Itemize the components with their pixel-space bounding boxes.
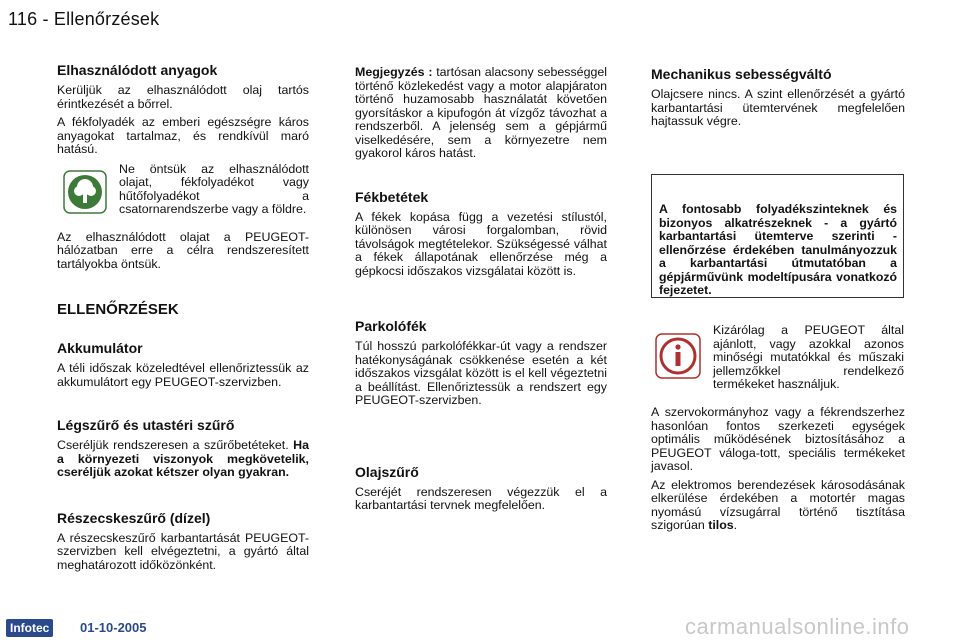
- particle-filter-text: A részecskeszűrő karbantartását PEUGEOT-szervizben kell elvégeztetni, a gyártó által meghatározott időközönként.: [57, 530, 309, 572]
- used-materials-p1: Kerüljük az elhasználódott olaj tartós érintkezését a bőrrel.: [57, 83, 309, 111]
- watermark: carmanualsonline.info: [685, 614, 910, 639]
- infotec-badge: Infotec: [6, 619, 53, 637]
- brake-text: A fékek kopása függ a vezetési stílustól, különösen városi forgalomban, rövid távolságok megtételekor. Szükségessé válhat a fékek állapotának ellenőrzése még a gépkocsi időszakos vizsgálatai között is.: [355, 209, 607, 278]
- steering-text: A szervokormányhoz vagy a fékrendszerhez hasonlóan fontos szerkezeti egységek optimális működésének biztosításához a PEUGEOT váloga-tott, speciális termékeket javasol.: [651, 405, 905, 473]
- used-materials-p3: Ne öntsük az elhasználódott olajat, fékfolyadékot vagy hűtőfolyadékot a csatornarendszerbe vagy a földre.: [119, 161, 309, 216]
- tree-icon: [63, 170, 107, 214]
- info-text: Kizárólag a PEUGEOT által ajánlott, vagy azokkal azonos minőségi mutatókkal és műszaki jellemzőkkel rendelkező termékeket használjuk.: [713, 323, 904, 391]
- oil-filter-text: Cseréjét rendszeresen végezzük el a karbantartási tervnek megfelelően.: [355, 484, 607, 512]
- oil-filter-heading: Olajszűrő: [355, 463, 419, 480]
- filter-text: [57, 439, 309, 480]
- particle-filter-heading: Részecskeszűrő (dízel): [57, 509, 211, 526]
- info-icon: [655, 333, 701, 379]
- page-title: 116 - Ellenőrzések: [8, 9, 160, 29]
- electrical-text-plain: Az elektromos berendezések károsodásának elkerülése érdekében a motortér magas nyomású vízsugárral történő tisztítása szigorúan: [651, 477, 905, 532]
- filter-text-plain: Cseréljük rendszeresen a szűrőbetéteket.: [57, 438, 289, 452]
- note-label: Megjegyzés :: [355, 65, 433, 79]
- brake-heading: Fékbetétek: [355, 188, 429, 205]
- note-body: tartósan alacsony sebességgel történő közlekedést vagy a motor alapjáraton történő huzamosabb használatát követően gyorsításkor a kipufogón át vízgőz távozhat a rendszerből. A jelenség sem a gépjármű viselkedésére, sem a környezetre nem gyakorol káros hatást.: [355, 65, 607, 160]
- gearbox-text: Olajcsere nincs. A szint ellenőrzését a gyártó karbantartási ütemtervének megfelelően hajtassuk végre.: [651, 87, 905, 128]
- column-middle: [355, 66, 607, 518]
- column-right-lower: [651, 406, 905, 538]
- used-materials-p2: A fékfolyadék az emberi egészségre káros anyagokat tartalmaz, és rendkívül maró hatású.: [57, 115, 309, 156]
- filter-heading: Légszűrő és utastéri szűrő: [57, 417, 235, 433]
- column-left: [57, 62, 309, 577]
- parking-brake-text: Túl hosszú parkolófékkar-út vagy a rendszer hatékonyságának csökkenése esetén a két időszakos vizsgálat között is el kell végeztetni a beállítást. Ellenőriztessük a rendszert egy PEUGEOT-szervizben.: [355, 339, 607, 407]
- used-materials-p4: Az elhasználódott olajat a PEUGEOT-hálózatban erre a célra rendszeresített tartályokba öntsük.: [57, 229, 309, 271]
- electrical-text-bold: tilos: [708, 518, 734, 532]
- section-heading: ELLENŐRZÉSEK: [57, 301, 179, 318]
- maintenance-note-box: A fontosabb folyadékszinteknek és bizonyos alkatrészeknek - a gyártó karbantartási ütemterve szerinti - ellenőrzése érdekében tanulmányozzuk a karbantartási útmutatóban a gépjárművünk modeltípusára vonatkozó fejezetet.: [651, 174, 904, 298]
- electrical-text: Az elektromos berendezések károsodásának elkerülése érdekében a motortér magas nyomású vízsugárral történő tisztítása szigorúan tilos.: [651, 477, 905, 532]
- footer-date: 01-10-2005: [80, 620, 147, 635]
- gearbox-heading: Mechanikus sebességváltó: [651, 66, 832, 82]
- column-right: [651, 66, 905, 134]
- battery-heading: Akkumulátor: [57, 340, 143, 356]
- used-materials-heading: Elhasználódott anyagok: [57, 62, 218, 78]
- filter-text-bold: Ha a környezeti viszonyok megkövetelik, cseréljük azokat kétszer olyan gyakran.: [57, 438, 309, 479]
- battery-text: A téli időszak közeledtével ellenőriztessük az akkumulátort egy PEUGEOT-szervizben.: [57, 361, 309, 389]
- info-text-block: [713, 324, 904, 397]
- note-text: [355, 66, 607, 161]
- parking-brake-heading: Parkolófék: [355, 318, 427, 334]
